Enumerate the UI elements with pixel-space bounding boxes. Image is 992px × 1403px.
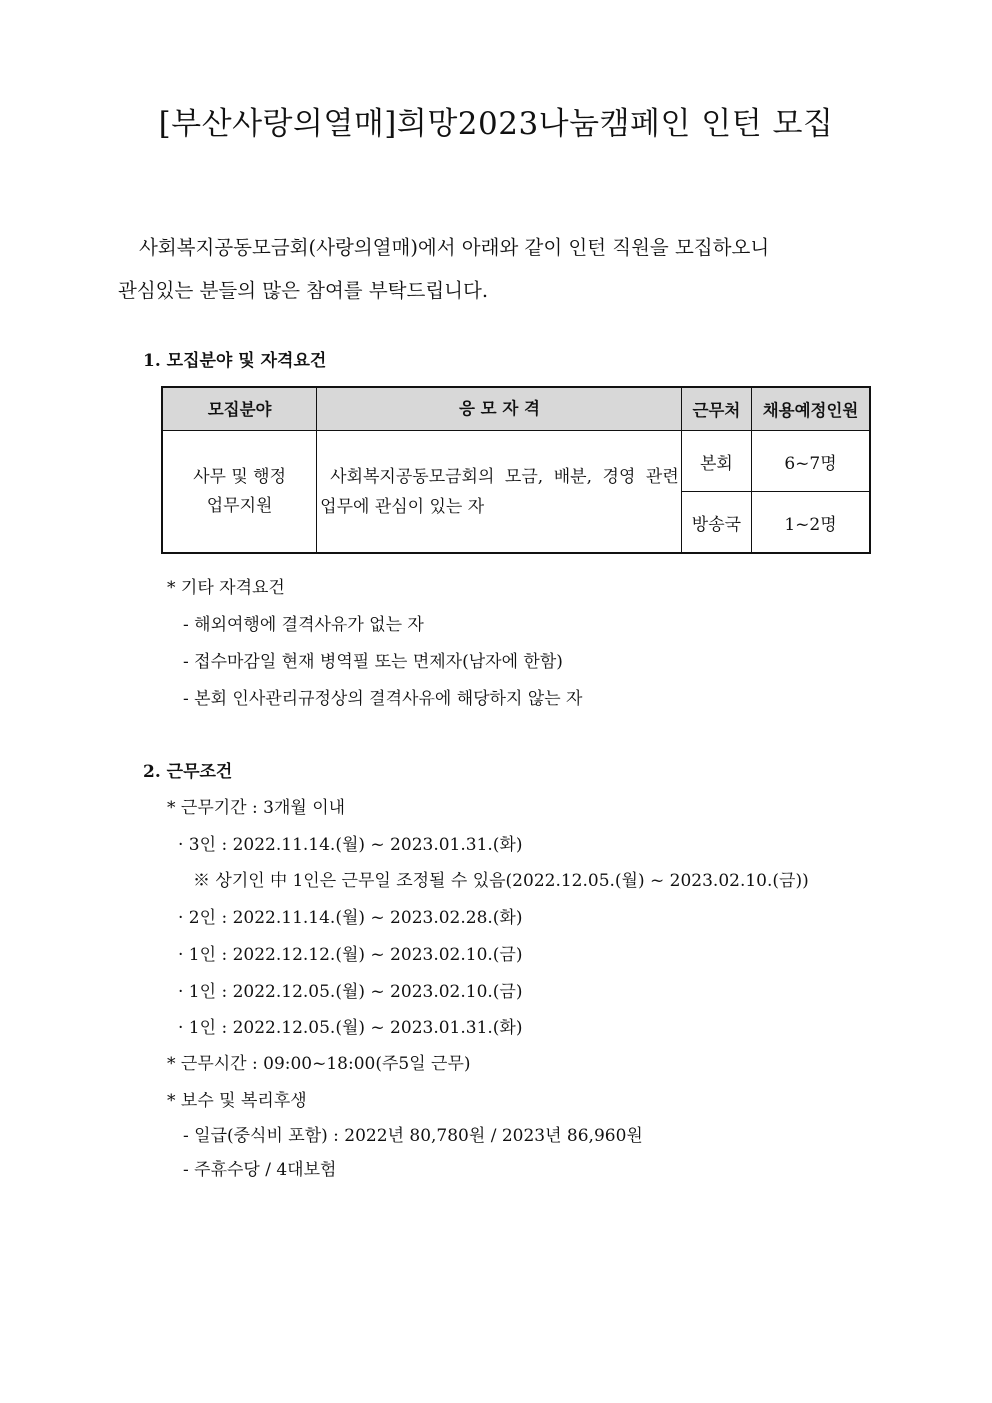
qual-line-2: 업무에 관심이 있는 자 [320, 496, 485, 517]
header-qualification: 응 모 자 격 [317, 387, 682, 431]
cell-headcount: 6~7명 [752, 431, 870, 492]
pay-heading: * 보수 및 복리후생 [167, 1091, 307, 1111]
list-item: · 2인 : 2022.11.14.(월) ~ 2023.02.28.(화) [178, 908, 523, 928]
list-item: · 1인 : 2022.12.05.(월) ~ 2023.01.31.(화) [178, 1018, 523, 1038]
table-header-row [162, 387, 870, 431]
work-period-heading: * 근무기간 : 3개월 이내 [167, 798, 346, 818]
section1-heading: 1. 모집분야 및 자격요건 [143, 351, 327, 371]
list-item: · 3인 : 2022.11.14.(월) ~ 2023.01.31.(화) [178, 835, 523, 855]
intro-line-2: 관심있는 분들의 많은 참여를 부탁드립니다. [118, 279, 489, 302]
header-field: 모집분야 [162, 387, 317, 431]
field-line-2: 업무지원 [206, 495, 273, 516]
intro-line-1: 사회복지공동모금회(사랑의열매)에서 아래와 같이 인턴 직원을 모집하오니 [139, 236, 770, 259]
note-item: ※ 상기인 中 1인은 근무일 조정될 수 있음(2022.12.05.(월) ~ 2023.02.10.(금)) [193, 871, 809, 891]
page-title: [부산사랑의열매]희망2023나눔캠페인 인턴 모집 [158, 106, 834, 142]
list-item: - 접수마감일 현재 병역필 또는 면제자(남자에 한함) [183, 652, 563, 672]
recruitment-table [161, 386, 871, 554]
cell-workplace: 방송국 [681, 492, 751, 554]
qual-line-1: 사회복지공동모금회의 모금, 배분, 경영 관련 [330, 466, 679, 487]
list-item: - 주휴수당 / 4대보험 [183, 1160, 337, 1180]
table-row [162, 431, 870, 492]
cell-headcount: 1~2명 [752, 492, 870, 554]
list-item: · 1인 : 2022.12.12.(월) ~ 2023.02.10.(금) [178, 945, 523, 965]
header-workplace: 근무처 [681, 387, 751, 431]
work-hours: * 근무시간 : 09:00~18:00(주5일 근무) [167, 1054, 471, 1074]
intro-paragraph [118, 226, 878, 312]
other-requirements-heading: * 기타 자격요건 [167, 578, 285, 598]
list-item: · 1인 : 2022.12.05.(월) ~ 2023.02.10.(금) [178, 982, 523, 1002]
field-line-1: 사무 및 행정 [193, 466, 287, 487]
cell-workplace: 본회 [681, 431, 751, 492]
cell-field [162, 431, 317, 554]
section2-heading: 2. 근무조건 [143, 762, 233, 782]
list-item: - 일급(중식비 포함) : 2022년 80,780원 / 2023년 86,960원 [183, 1126, 643, 1146]
list-item: - 해외여행에 결격사유가 없는 자 [183, 615, 424, 635]
list-item: - 본회 인사관리규정상의 결격사유에 해당하지 않는 자 [183, 689, 583, 709]
cell-qualification [317, 431, 682, 554]
header-headcount: 채용예정인원 [752, 387, 870, 431]
